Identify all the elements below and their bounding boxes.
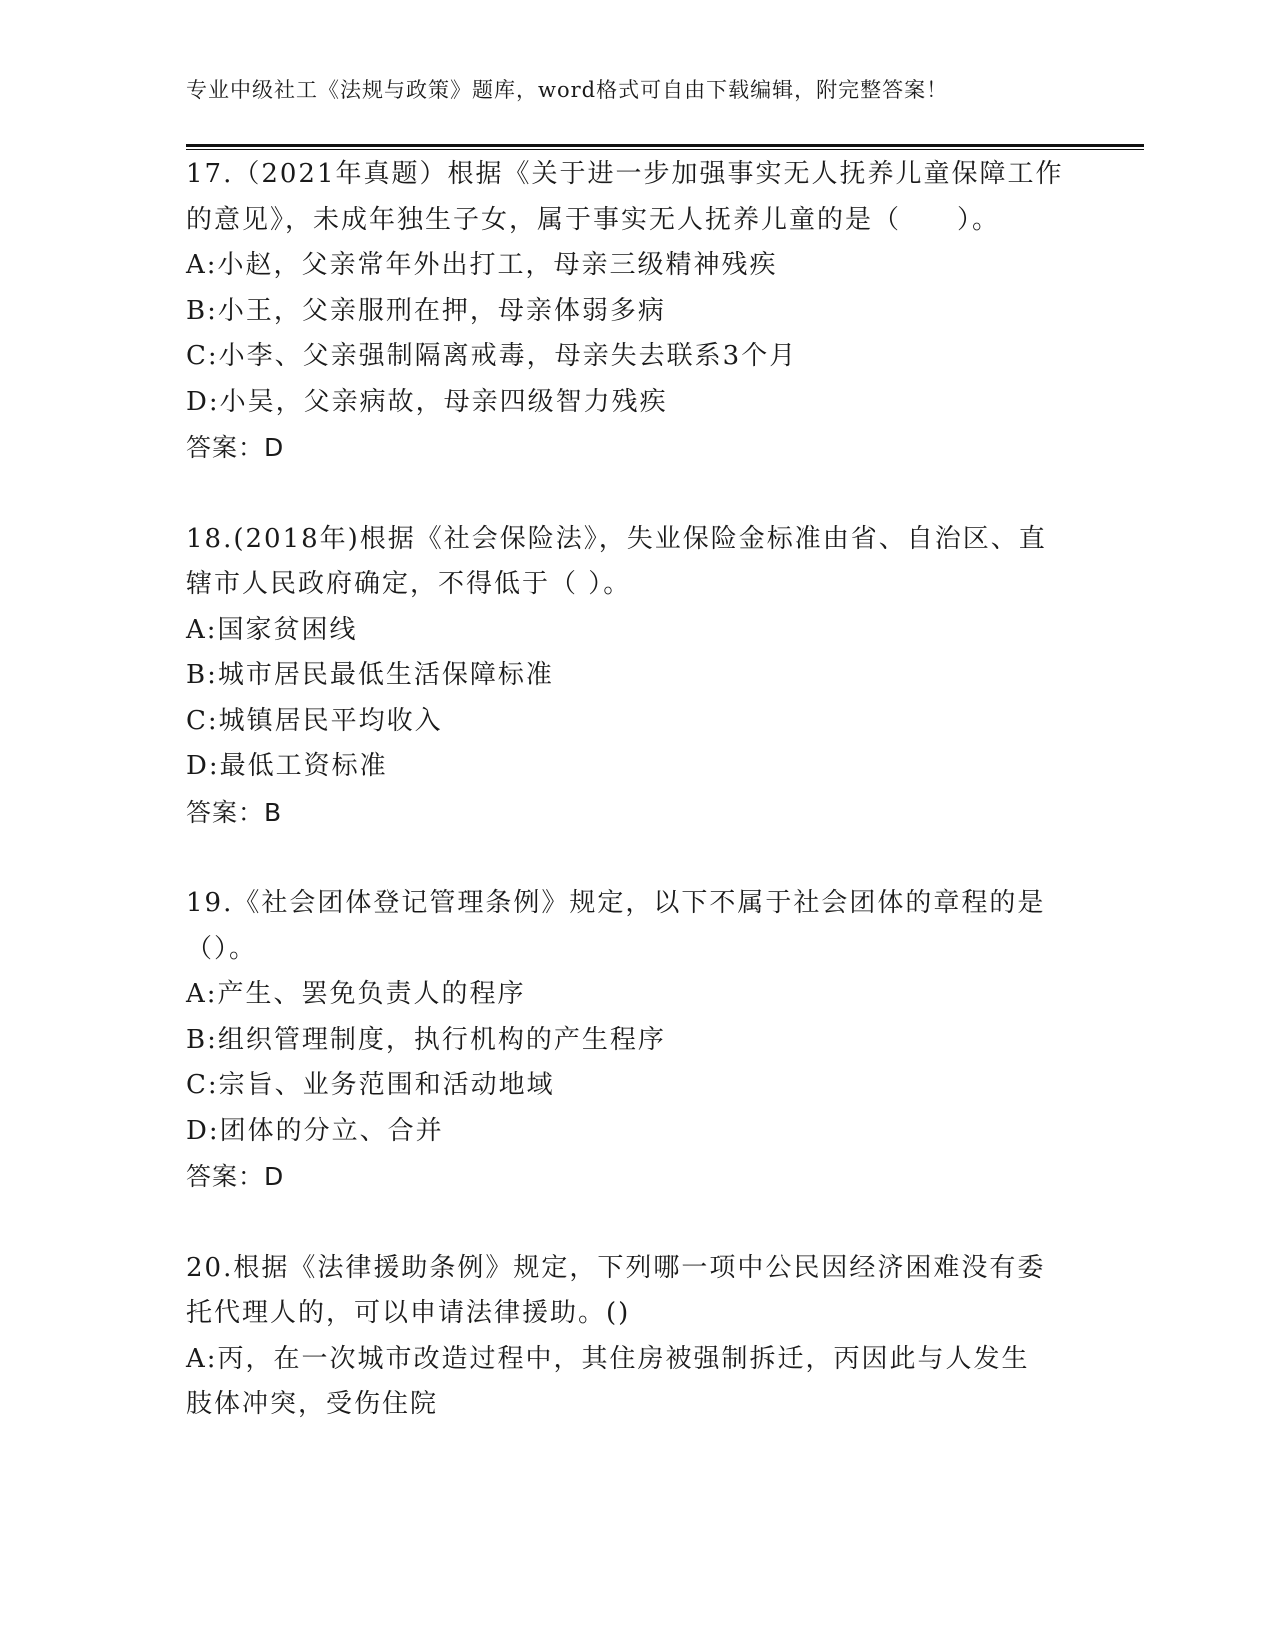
- option-a-continued: 肢体冲突，受伤住院: [186, 1389, 439, 1419]
- option-a: A:丙，在一次城市改造过程中，其住房被强制拆迁，丙因此与人发生: [186, 1343, 1030, 1374]
- question-stem-line: 19.《社会团体登记管理条例》规定，以下不属于社会团体的章程的是: [186, 888, 1046, 918]
- option-a: A:小赵，父亲常年外出打工，母亲三级精神残疾: [186, 250, 778, 280]
- answer-line: 答案：D: [186, 1162, 285, 1191]
- question-stem-line: 20.根据《法律援助条例》规定，下列哪一项中公民因经济困难没有委: [186, 1252, 1046, 1283]
- question-list: [186, 152, 1086, 1474]
- header-divider: [186, 144, 1144, 150]
- option-c: C:城镇居民平均收入: [186, 705, 443, 736]
- question-stem-line: 辖市人民政府确定，不得低于（ ）。: [186, 569, 632, 599]
- option-d: D:小吴，父亲病故，母亲四级智力残疾: [186, 386, 668, 417]
- answer-line: 答案：D: [186, 433, 285, 462]
- question-stem-line: 的意见》，未成年独生子女，属于事实无人抚养儿童的是（ ）。: [186, 204, 1001, 235]
- question-19: [186, 881, 1086, 1200]
- option-b: B:小王，父亲服刑在押，母亲体弱多病: [186, 295, 666, 326]
- option-b: B:组织管理制度，执行机构的产生程序: [186, 1024, 666, 1055]
- question-stem-line: 17.（2021年真题）根据《关于进一步加强事实无人抚养儿童保障工作: [186, 159, 1064, 189]
- option-d: D:最低工资标准: [186, 751, 388, 781]
- question-18: [186, 517, 1086, 836]
- question-20: [186, 1246, 1086, 1428]
- question-stem-line: 托代理人的，可以申请法律援助。(): [186, 1298, 631, 1328]
- question-stem-line: 18.(2018年)根据《社会保险法》，失业保险金标准由省、自治区、直: [186, 523, 1047, 554]
- option-a: A:国家贫困线: [186, 614, 358, 645]
- option-c: C:小李、父亲强制隔离戒毒，母亲失去联系3个月: [186, 341, 798, 371]
- question-stem-line: （）。: [186, 933, 258, 964]
- option-d: D:团体的分立、合并: [186, 1115, 444, 1146]
- option-c: C:宗旨、业务范围和活动地域: [186, 1070, 555, 1100]
- answer-line: 答案：B: [186, 797, 283, 827]
- page-header: 专业中级社工《法规与政策》题库，word格式可自由下载编辑，附完整答案！: [186, 78, 949, 102]
- option-a: A:产生、罢免负责人的程序: [186, 979, 526, 1009]
- option-b: B:城市居民最低生活保障标准: [186, 660, 554, 690]
- question-17: [186, 152, 1086, 471]
